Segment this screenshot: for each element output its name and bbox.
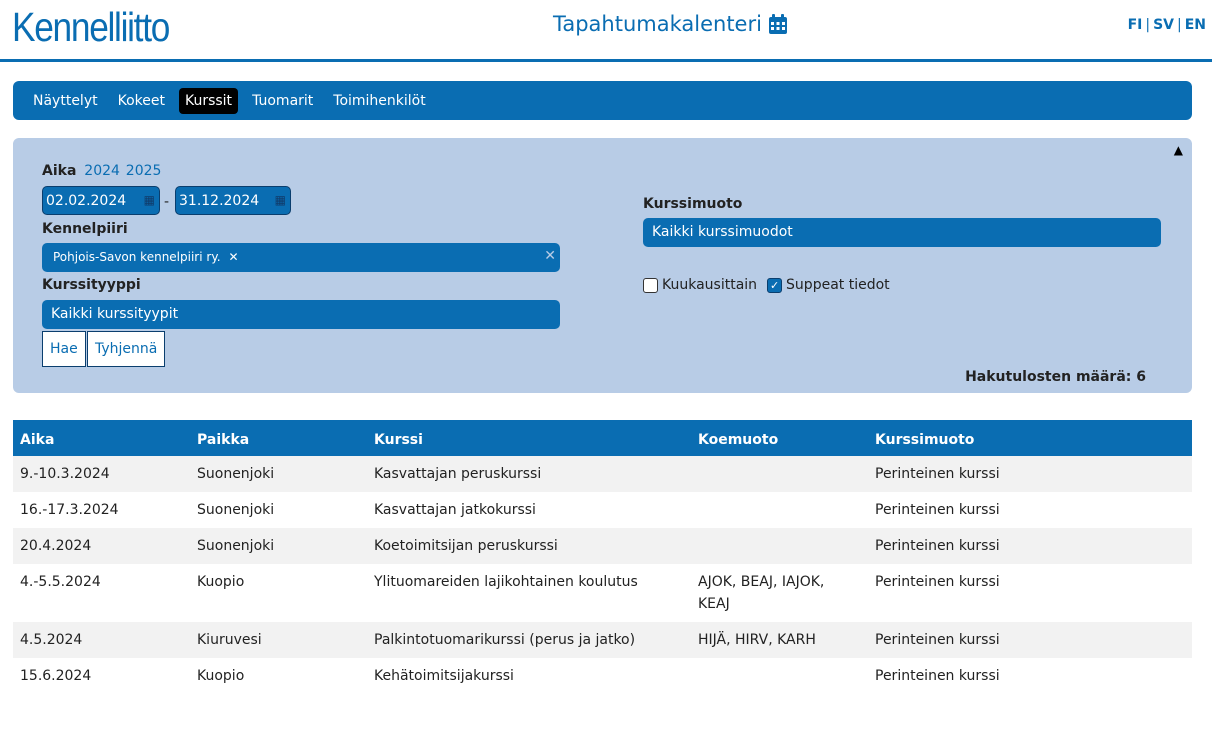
lang-separator: |: [1145, 17, 1151, 33]
header-aika: Aika: [20, 432, 55, 448]
kurssimuoto-select[interactable]: Kaikki kurssimuodot: [643, 218, 1161, 247]
clear-button[interactable]: Tyhjennä: [87, 331, 165, 367]
cell-kurssi: Kasvattajan peruskurssi: [374, 466, 542, 482]
monthly-checkbox[interactable]: [643, 278, 658, 293]
lang-separator: |: [1177, 17, 1182, 33]
kurssimuoto-label: Kurssimuoto: [643, 196, 743, 212]
main-nav: [13, 81, 1192, 120]
table-row[interactable]: [13, 564, 1192, 622]
header-kurssi: Kurssi: [374, 432, 423, 448]
clear-selection-icon[interactable]: ✕: [544, 248, 556, 264]
cell-kurssi: Koetoimitsijan peruskurssi: [374, 538, 558, 554]
result-count: Hakutulosten määrä: 6: [965, 369, 1146, 385]
tab-toimihenkilot[interactable]: Toimihenkilöt: [333, 92, 426, 109]
cell-paikka: Suonenjoki: [197, 466, 275, 482]
tab-nayttelyt[interactable]: Näyttelyt: [33, 92, 98, 109]
table-header: [13, 420, 1192, 456]
cell-paikka: Kiuruvesi: [197, 632, 262, 648]
cell-paikka: Suonenjoki: [197, 502, 275, 518]
cell-aika: 4.5.2024: [20, 632, 83, 648]
brief-checkbox[interactable]: ✓: [767, 278, 782, 293]
cell-paikka: Kuopio: [197, 574, 245, 590]
kurssityyppi-select[interactable]: Kaikki kurssityypit: [42, 300, 560, 329]
cell-paikka: Suonenjoki: [197, 538, 275, 554]
date-from-value: 02.02.2024: [46, 193, 127, 209]
aika-label-text: Aika: [42, 163, 77, 179]
tab-kurssit[interactable]: Kurssit: [179, 88, 238, 114]
cell-kurssi: Kehätoimitsijakurssi: [374, 668, 514, 684]
cell-kurssimuoto: Perinteinen kurssi: [875, 632, 1000, 648]
page-title: [553, 12, 788, 36]
aika-label: [42, 163, 161, 179]
results-table: [13, 420, 1192, 694]
cell-kurssimuoto: Perinteinen kurssi: [875, 538, 1000, 554]
kennelpiiri-label: Kennelpiiri: [42, 221, 128, 237]
tab-tuomarit[interactable]: Tuomarit: [252, 92, 314, 109]
cell-kurssimuoto: Perinteinen kurssi: [875, 574, 1000, 590]
table-row[interactable]: [13, 658, 1192, 694]
cell-aika: 16.-17.3.2024: [20, 502, 119, 518]
filter-panel: [13, 138, 1192, 393]
cell-koemuoto: AJOK, BEAJ, IAJOK, KEAJ: [698, 574, 825, 612]
cell-kurssimuoto: Perinteinen kurssi: [875, 668, 1000, 684]
page-title-text: Tapahtumakalenteri: [553, 12, 762, 36]
date-to-value: 31.12.2024: [179, 193, 260, 209]
brief-label[interactable]: Suppeat tiedot: [786, 277, 890, 293]
site-header: [0, 0, 1212, 62]
kennelpiiri-select[interactable]: [42, 243, 560, 272]
kennelpiiri-chip: [51, 250, 241, 264]
lang-fi[interactable]: FI: [1127, 17, 1143, 33]
chip-remove-icon[interactable]: ✕: [228, 250, 239, 264]
year-link-2024[interactable]: 2024: [84, 163, 120, 179]
cell-koemuoto: HIJÄ, HIRV, KARH: [698, 632, 816, 648]
cell-kurssi: Ylituomareiden lajikohtainen koulutus: [374, 574, 638, 590]
table-row[interactable]: [13, 456, 1192, 492]
calendar-icon[interactable]: ▦: [274, 193, 286, 207]
lang-sv[interactable]: SV: [1153, 17, 1174, 33]
header-paikka: Paikka: [197, 432, 250, 448]
year-link-2025[interactable]: 2025: [125, 163, 162, 179]
options-row: [643, 277, 890, 293]
tab-kokeet[interactable]: Kokeet: [117, 92, 165, 109]
collapse-icon[interactable]: ▲: [1173, 143, 1183, 157]
cell-kurssimuoto: Perinteinen kurssi: [875, 466, 1000, 482]
table-row[interactable]: [13, 528, 1192, 564]
cell-aika: 9.-10.3.2024: [20, 466, 110, 482]
calendar-icon[interactable]: [768, 14, 788, 35]
kurssityyppi-label: Kurssityyppi: [42, 277, 141, 293]
cell-kurssimuoto: Perinteinen kurssi: [875, 502, 1000, 518]
monthly-label[interactable]: Kuukausittain: [662, 277, 758, 293]
cell-kurssi: Palkintotuomarikurssi (perus ja jatko): [374, 632, 636, 648]
lang-en[interactable]: EN: [1184, 17, 1206, 33]
cell-aika: 15.6.2024: [20, 668, 92, 684]
table-row[interactable]: [13, 492, 1192, 528]
cell-paikka: Kuopio: [197, 668, 245, 684]
kennelliitto-logo[interactable]: Kennelliitto: [12, 4, 170, 50]
cell-aika: 4.-5.5.2024: [20, 574, 101, 590]
date-from-input[interactable]: [42, 186, 160, 215]
search-button[interactable]: Hae: [42, 331, 86, 367]
header-kurssimuoto: Kurssimuoto: [875, 432, 975, 448]
header-koemuoto: Koemuoto: [698, 432, 779, 448]
cell-kurssi: Kasvattajan jatkokurssi: [374, 502, 536, 518]
chip-label: Pohjois-Savon kennelpiiri ry.: [53, 250, 221, 264]
cell-aika: 20.4.2024: [20, 538, 92, 554]
date-separator: -: [164, 194, 170, 210]
date-to-input[interactable]: [175, 186, 291, 215]
language-switcher: [1128, 17, 1206, 33]
table-row[interactable]: [13, 622, 1192, 658]
calendar-icon[interactable]: ▦: [143, 193, 155, 207]
